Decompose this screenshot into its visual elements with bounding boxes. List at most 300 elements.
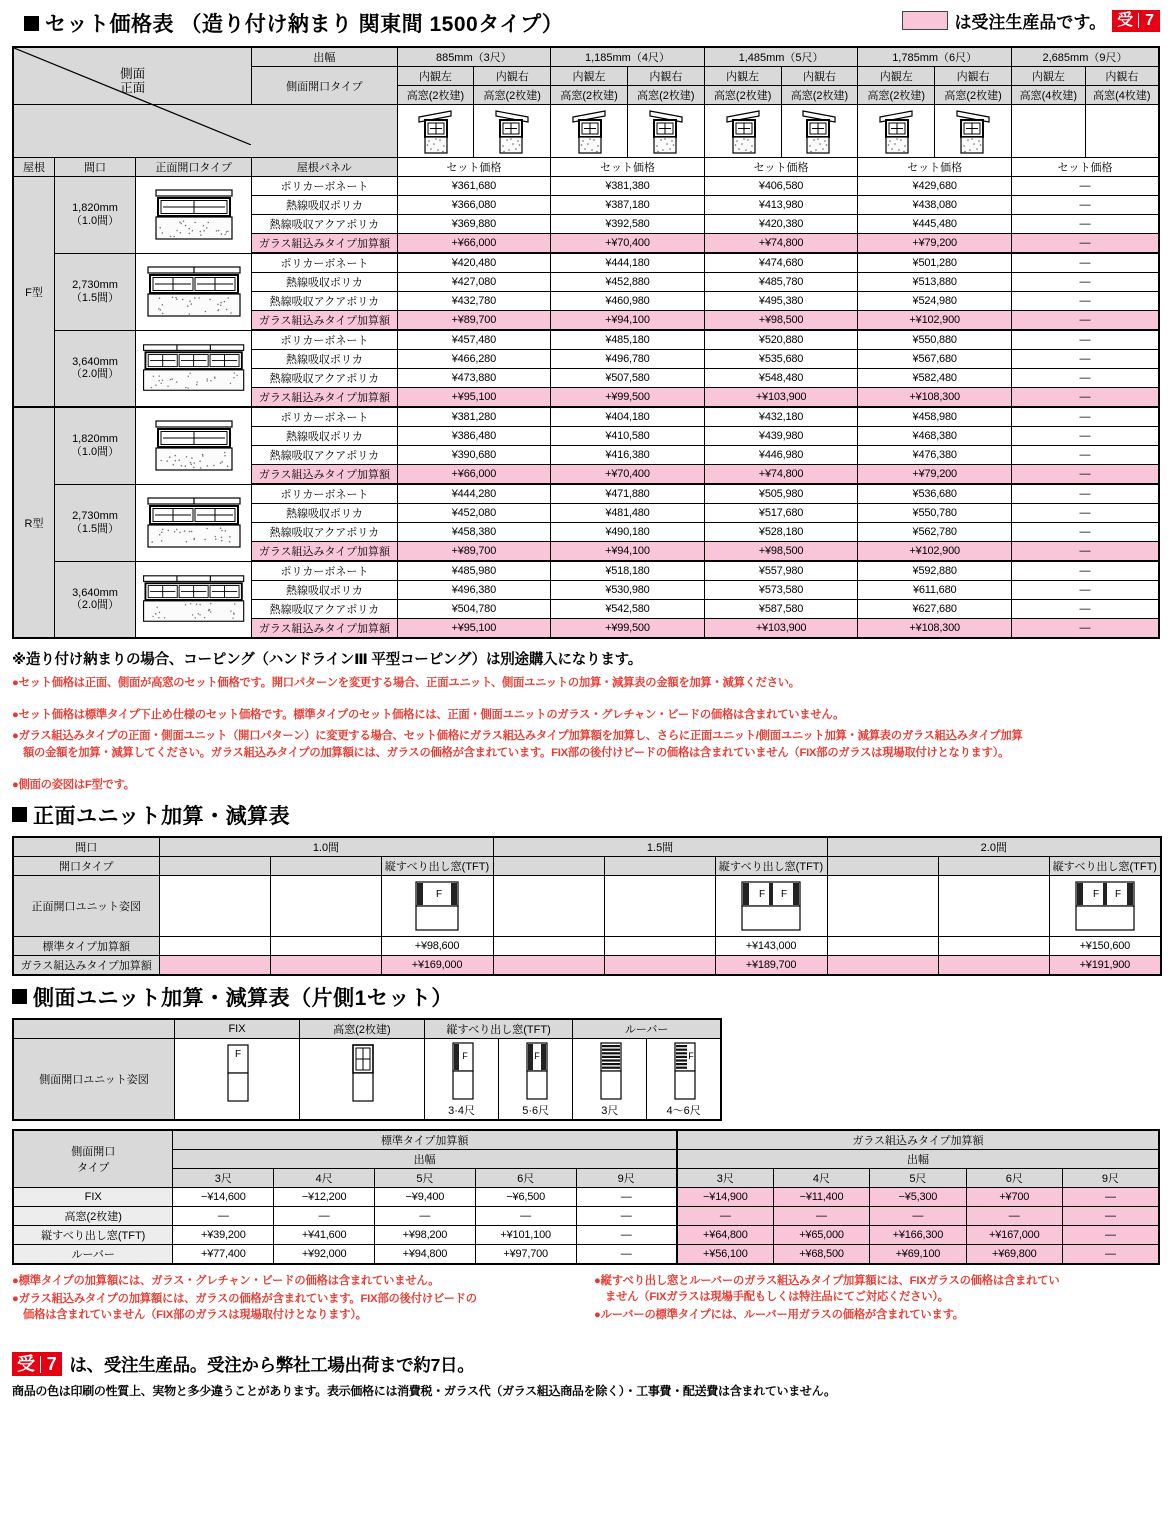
side-std-3尺: +¥39,200 <box>173 1225 274 1244</box>
side-std-5尺: +¥94,800 <box>375 1244 476 1264</box>
price-cell-2685: — <box>1011 311 1159 331</box>
depth-1785: 1,785mm（6尺） <box>858 47 1012 67</box>
front-span-1-0: 1.0間 <box>159 837 493 857</box>
front-gls-v6 <box>827 955 938 975</box>
footnote-right-2 <box>594 1307 1160 1323</box>
footer-badge-line <box>12 1352 1160 1377</box>
side-window-cell-1185-right <box>627 105 704 158</box>
price-cell-1485: ¥406,580 <box>704 177 858 196</box>
price-cell-1785: ¥458,980 <box>858 407 1012 427</box>
price-row <box>13 407 1159 427</box>
panel-label-1: 熱線吸収ポリカ <box>252 350 397 369</box>
front-gls-v3 <box>493 955 604 975</box>
side-gls-3尺: −¥14,900 <box>677 1187 773 1206</box>
front-open-figure-1,820mm <box>135 407 251 484</box>
panel-label-3: ガラス組込みタイプ加算額 <box>252 619 397 639</box>
side-type-fix: FIX <box>175 1019 300 1039</box>
price-cell-1785: ¥429,680 <box>858 177 1012 196</box>
depth-header-label: 出幅 <box>252 47 397 67</box>
notes-spacer-2 <box>12 766 1160 777</box>
price-row <box>13 253 1159 273</box>
panel-label-3: ガラス組込みタイプ加算額 <box>252 465 397 485</box>
span-size: 3,640mm <box>72 586 118 599</box>
price-cell-1485: ¥548,480 <box>704 369 858 388</box>
side-std-3尺: — <box>173 1206 274 1225</box>
price-cell-1185: ¥490,180 <box>551 523 705 542</box>
front-open-tft-2: 縦すべり出し窓(TFT) <box>715 856 827 875</box>
panel-label-1: 熱線吸収ポリカ <box>252 504 397 523</box>
legend <box>902 8 1160 33</box>
footer-lead-text: は、受注生産品。受注から弊社工場出荷まで約7日。 <box>69 1354 475 1375</box>
side-fig-corner <box>13 1019 175 1039</box>
side-row-label-ルーバー: ルーバー <box>13 1244 173 1264</box>
view-right-1185: 内観右 <box>627 67 704 86</box>
panel-label-0: ポリカーボネート <box>252 484 397 504</box>
page-title-text: セット価格表 （造り付け納まり 関東間 1500タイプ） <box>45 13 564 36</box>
front-unit-figure-icon <box>142 264 246 320</box>
front-open-blank-5 <box>827 856 938 875</box>
wintype-885-left: 高窓(2枚建) <box>397 86 474 105</box>
side-window-figure-icon <box>721 106 765 156</box>
side-std-d3: 3尺 <box>173 1168 274 1187</box>
front-standard-label: 標準タイプ加算額 <box>13 936 159 955</box>
price-cell-8853: ¥361,680 <box>397 177 551 196</box>
front-fig-1 <box>381 875 493 936</box>
price-cell-1785: +¥79,200 <box>858 465 1012 485</box>
span-size: 3,640mm <box>72 355 118 368</box>
price-cell-1485: ¥413,980 <box>704 196 858 215</box>
price-cell-8853: ¥427,080 <box>397 273 551 292</box>
footer-badge-kanji: 受 <box>17 1354 35 1375</box>
price-cell-1185: ¥404,180 <box>551 407 705 427</box>
wintype-1485-left: 高窓(2枚建) <box>704 86 781 105</box>
side-std-d4: 4尺 <box>274 1168 375 1187</box>
price-cell-2685: — <box>1011 619 1159 639</box>
side-glass-depth-label: 出幅 <box>677 1149 1159 1168</box>
panel-label-2: 熱線吸収アクアポリカ <box>252 369 397 388</box>
panel-label-1: 熱線吸収ポリカ <box>252 427 397 446</box>
panel-label-3: ガラス組込みタイプ加算額 <box>252 542 397 562</box>
side-figure-label: 側面開口ユニット姿図 <box>13 1038 175 1120</box>
panel-label-2: 熱線吸収アクアポリカ <box>252 600 397 619</box>
corner-side-label: 側面 <box>120 67 146 81</box>
corner-front-label: 正面 <box>120 81 146 95</box>
front-open-blank-6 <box>938 856 1049 875</box>
front-open-figure-2,730mm <box>135 253 251 330</box>
price-cell-8853: ¥369,880 <box>397 215 551 234</box>
side-window-cell-1185-left <box>551 105 628 158</box>
side-cap-34: 3·4尺 <box>448 1104 475 1117</box>
price-cell-1785: +¥79,200 <box>858 234 1012 254</box>
footnote-left-2-l1: ●ガラス組込みタイプの加算額には、ガラスの価格が含まれています。FIX部の後付けビードの <box>12 1293 477 1306</box>
price-cell-1785: ¥550,780 <box>858 504 1012 523</box>
price-cell-1185: ¥392,580 <box>551 215 705 234</box>
span-size: 1,820mm <box>72 433 118 446</box>
side-open-type-label: 側面開口タイプ <box>252 67 397 105</box>
panel-label-1: 熱線吸収ポリカ <box>252 196 397 215</box>
front-open-figure-1,820mm <box>135 177 251 254</box>
panel-label-0: ポリカーボネート <box>252 407 397 427</box>
footnote-left-2 <box>12 1291 578 1324</box>
panel-label-2: 熱線吸収アクアポリカ <box>252 446 397 465</box>
price-cell-1185: ¥471,880 <box>551 484 705 504</box>
price-cell-1785: ¥524,980 <box>858 292 1012 311</box>
span-1,820mm <box>55 177 136 254</box>
front-span-1-5: 1.5間 <box>493 837 827 857</box>
side-std-9尺: — <box>576 1187 677 1206</box>
side-gls-6尺: +¥700 <box>966 1187 1062 1206</box>
view-left-885: 内観左 <box>397 67 474 86</box>
badge-kanji: 受 <box>1117 11 1134 29</box>
price-cell-8853: ¥386,480 <box>397 427 551 446</box>
side-gls-5尺: +¥69,100 <box>870 1244 966 1264</box>
span-3,640mm <box>55 561 136 638</box>
tft-unit-figure-icon <box>1068 878 1142 934</box>
price-cell-8853: ¥444,280 <box>397 484 551 504</box>
footer-badge-days: 7 <box>46 1354 57 1375</box>
svg-text:F: F <box>758 888 766 900</box>
price-cell-8853: ¥496,380 <box>397 581 551 600</box>
side-unit-title-text: 側面ユニット加算・減算表（片側1セット） <box>33 986 453 1010</box>
front-glass-label: ガラス組込みタイプ加算額 <box>13 955 159 975</box>
price-cell-1785: +¥102,900 <box>858 542 1012 562</box>
price-cell-8853: +¥95,100 <box>397 619 551 639</box>
price-cell-8853: ¥473,880 <box>397 369 551 388</box>
price-cell-1185: ¥387,180 <box>551 196 705 215</box>
price-cell-2685: — <box>1011 369 1159 388</box>
panel-label-0: ポリカーボネート <box>252 177 397 196</box>
price-cell-8853: +¥95,100 <box>397 388 551 408</box>
set-price-table <box>12 46 1160 639</box>
price-cell-1485: +¥103,900 <box>704 388 858 408</box>
span-ken: （1.0間） <box>70 445 120 458</box>
front-std-v0 <box>159 936 270 955</box>
price-cell-1185: ¥444,180 <box>551 253 705 273</box>
front-gls-v5: +¥189,700 <box>715 955 827 975</box>
side-window-figure-icon <box>797 106 841 156</box>
side-std-6尺: −¥6,500 <box>475 1187 576 1206</box>
side-std-4尺: −¥12,200 <box>274 1187 375 1206</box>
side-window-figure-icon <box>567 106 611 156</box>
span-size: 2,730mm <box>72 509 118 522</box>
price-cell-1485: +¥74,800 <box>704 465 858 485</box>
price-cell-1785: ¥513,880 <box>858 273 1012 292</box>
side-std-5尺: +¥98,200 <box>375 1225 476 1244</box>
front-fig-blank-1 <box>159 875 270 936</box>
view-right-885: 内観右 <box>474 67 551 86</box>
panel-label-3: ガラス組込みタイプ加算額 <box>252 234 397 254</box>
price-cell-1485: ¥446,980 <box>704 446 858 465</box>
price-cell-8853: ¥390,680 <box>397 446 551 465</box>
note-set-price-2: ●セット価格は標準タイプ下止め仕様のセット価格です。標準タイプのセット価格には、正面・側面ユニットのガラス・グレチャン・ビードの価格は含まれていません。 <box>12 708 845 721</box>
front-open-tft-1: 縦すべり出し窓(TFT) <box>381 856 493 875</box>
side-gls-9尺: — <box>1062 1225 1159 1244</box>
svg-text:F: F <box>461 1050 468 1061</box>
span-2,730mm <box>55 484 136 561</box>
side-window-cell-1485-left <box>704 105 781 158</box>
span-ken: （1.0間） <box>70 214 120 227</box>
corner-diagonal-cell <box>13 47 252 105</box>
span-ken: （1.5間） <box>70 291 120 304</box>
price-row <box>13 484 1159 504</box>
span-3,640mm <box>55 330 136 407</box>
note-glass-line1: ●ガラス組込みタイプの正面・側面ユニット（開口パターン）に変更する場合、セット価格にガラス組込みタイプ加算額を加算し、さらに正面ユニット/側面ユニット加算・減算表のガラス組込みタイプ加算 <box>12 729 1023 742</box>
price-cell-1785: ¥582,480 <box>858 369 1012 388</box>
side-window-figure-icon <box>490 106 534 156</box>
side-price-row <box>13 1225 1159 1244</box>
price-row <box>13 177 1159 196</box>
depth-1485: 1,485mm（5尺） <box>704 47 858 67</box>
depth-885: 885mm（3尺） <box>397 47 551 67</box>
front-unit-figure-icon <box>142 495 246 551</box>
footnote-left-2-l2: 価格は含まれていません（FIX部のガラスは現場取付けとなります）。 <box>23 1309 367 1322</box>
side-gls-d6: 6尺 <box>966 1168 1062 1187</box>
side-glass-group-label: ガラス組込みタイプ加算額 <box>677 1130 1159 1150</box>
front-open-figure-3,640mm <box>135 561 251 638</box>
span-col-label: 間口 <box>55 158 136 177</box>
side-price-row <box>13 1187 1159 1206</box>
panel-label-1: 熱線吸収ポリカ <box>252 581 397 600</box>
set-price-label-885: セット価格 <box>397 158 551 177</box>
main-notes <box>12 648 1160 794</box>
bullet-square-icon-2 <box>12 807 27 822</box>
front-std-v2: +¥98,600 <box>381 936 493 955</box>
price-cell-1185: +¥94,100 <box>551 311 705 331</box>
price-row <box>13 330 1159 350</box>
side-std-5尺: −¥9,400 <box>375 1187 476 1206</box>
depth-2685: 2,685mm（9尺） <box>1011 47 1159 67</box>
side-cap-blank-2 <box>360 1104 363 1116</box>
note-coping: ※造り付け納まりの場合、コーピング（ハンドラインⅢ 平型コーピング）は別途購入になります。 <box>12 652 643 668</box>
front-unit-section <box>12 800 1172 976</box>
made-to-order-badge <box>1112 10 1160 32</box>
side-std-d5: 5尺 <box>375 1168 476 1187</box>
price-cell-8853: ¥458,380 <box>397 523 551 542</box>
side-cap-3: 3尺 <box>601 1104 619 1117</box>
louver-unit-figure-icon <box>588 1040 632 1102</box>
side-std-3尺: −¥14,600 <box>173 1187 274 1206</box>
note-side-figure: ●側面の姿図はF型です。 <box>12 778 135 791</box>
svg-text:F: F <box>1114 888 1121 900</box>
price-cell-1485: ¥439,980 <box>704 427 858 446</box>
price-cell-1485: ¥573,580 <box>704 581 858 600</box>
page-footer <box>12 1352 1160 1399</box>
side-std-6尺: +¥101,100 <box>475 1225 576 1244</box>
side-gls-9尺: — <box>1062 1206 1159 1225</box>
view-left-2685: 内観左 <box>1011 67 1085 86</box>
side-std-6尺: — <box>475 1206 576 1225</box>
side-std-9尺: — <box>576 1206 677 1225</box>
side-price-type-label-l1: 側面開口 <box>71 1145 116 1158</box>
price-cell-1485: ¥520,880 <box>704 330 858 350</box>
louver-unit-figure-icon <box>662 1040 706 1102</box>
price-cell-1785: ¥468,380 <box>858 427 1012 446</box>
panel-label-1: 熱線吸収ポリカ <box>252 273 397 292</box>
svg-text:F: F <box>533 1050 540 1061</box>
front-figure-label: 正面開口ユニット姿図 <box>13 875 159 936</box>
price-cell-2685: — <box>1011 292 1159 311</box>
price-cell-2685: — <box>1011 273 1159 292</box>
front-open-blank-2 <box>270 856 381 875</box>
side-std-5尺: — <box>375 1206 476 1225</box>
front-open-type-label: 開口タイプ <box>13 856 159 875</box>
side-standard-group-label: 標準タイプ加算額 <box>173 1130 677 1150</box>
side-std-4尺: +¥41,600 <box>274 1225 375 1244</box>
price-cell-8853: +¥66,000 <box>397 234 551 254</box>
front-std-v8: +¥150,600 <box>1049 936 1161 955</box>
price-cell-2685: — <box>1011 215 1159 234</box>
price-cell-8853: ¥457,480 <box>397 330 551 350</box>
price-cell-1185: ¥530,980 <box>551 581 705 600</box>
side-gls-4尺: — <box>773 1206 869 1225</box>
set-price-label-2685: セット価格 <box>1011 158 1159 177</box>
panel-label-2: 熱線吸収アクアポリカ <box>252 215 397 234</box>
side-gls-5尺: +¥166,300 <box>870 1225 966 1244</box>
side-fig-tft-34 <box>425 1038 499 1120</box>
front-unit-figure-icon <box>150 187 238 243</box>
side-window-cell-1485-right <box>781 105 858 158</box>
front-unit-title-text: 正面ユニット加算・減算表 <box>33 804 291 828</box>
side-window-figure-icon <box>951 106 995 156</box>
front-fig-2 <box>715 875 827 936</box>
svg-text:F: F <box>780 888 788 900</box>
side-gls-5尺: −¥5,300 <box>870 1187 966 1206</box>
price-cell-1485: ¥517,680 <box>704 504 858 523</box>
wintype-2685-left: 高窓(4枚建) <box>1011 86 1085 105</box>
price-cell-2685: — <box>1011 542 1159 562</box>
front-gls-v8: +¥191,900 <box>1049 955 1161 975</box>
footnote-right-2-l1: ●ルーバーの標準タイプには、ルーバー用ガラスの価格が含まれています。 <box>594 1309 964 1322</box>
price-cell-8853: ¥366,080 <box>397 196 551 215</box>
side-unit-figure-table <box>12 1018 722 1121</box>
wintype-1185-right: 高窓(2枚建) <box>627 86 704 105</box>
price-cell-2685: — <box>1011 350 1159 369</box>
notes-spacer <box>12 696 1160 707</box>
front-open-blank-1 <box>159 856 270 875</box>
pink-swatch-icon <box>902 11 948 30</box>
wintype-1485-right: 高窓(2枚建) <box>781 86 858 105</box>
tft-side-figure-icon <box>514 1040 558 1102</box>
side-fig-louver-3 <box>573 1038 647 1120</box>
svg-text:F: F <box>687 1050 694 1061</box>
price-cell-1185: ¥452,880 <box>551 273 705 292</box>
panel-label-2: 熱線吸収アクアポリカ <box>252 292 397 311</box>
page-title <box>24 8 563 38</box>
side-window-cell-885-right <box>474 105 551 158</box>
side-gls-4尺: +¥65,000 <box>773 1225 869 1244</box>
front-open-figure-2,730mm <box>135 484 251 561</box>
side-unit-title <box>12 982 1172 1012</box>
price-cell-8853: ¥485,980 <box>397 561 551 581</box>
side-cap-blank-1 <box>235 1104 238 1116</box>
price-cell-1785: ¥476,380 <box>858 446 1012 465</box>
price-cell-8853: ¥466,280 <box>397 350 551 369</box>
front-open-blank-4 <box>604 856 715 875</box>
price-cell-2685: — <box>1011 484 1159 504</box>
svg-text:F: F <box>435 888 443 900</box>
wintype-1785-right: 高窓(2枚建) <box>935 86 1012 105</box>
price-cell-2685: — <box>1011 330 1159 350</box>
price-cell-1185: ¥410,580 <box>551 427 705 446</box>
view-left-1485: 内観左 <box>704 67 781 86</box>
price-cell-1485: ¥474,680 <box>704 253 858 273</box>
price-cell-1185: ¥507,580 <box>551 369 705 388</box>
side-row-label-FIX: FIX <box>13 1187 173 1206</box>
view-left-1785: 内観左 <box>858 67 935 86</box>
side-window-cell-2685-right <box>1085 105 1159 158</box>
panel-label-0: ポリカーボネート <box>252 330 397 350</box>
front-gls-v0 <box>159 955 270 975</box>
side-gls-3尺: — <box>677 1206 773 1225</box>
front-std-v3 <box>493 936 604 955</box>
roof-panel-col-label: 屋根パネル <box>252 158 397 177</box>
side-window-cell-2685-left <box>1011 105 1085 158</box>
front-unit-figure-icon <box>138 571 249 627</box>
side-fig-louver-46 <box>647 1038 721 1120</box>
side-std-6尺: +¥97,700 <box>475 1244 576 1264</box>
panel-label-3: ガラス組込みタイプ加算額 <box>252 388 397 408</box>
price-cell-1785: +¥108,300 <box>858 388 1012 408</box>
price-row <box>13 561 1159 581</box>
side-gls-9尺: — <box>1062 1244 1159 1264</box>
side-gls-6尺: +¥167,000 <box>966 1225 1062 1244</box>
price-cell-8853: ¥504,780 <box>397 600 551 619</box>
front-unit-figure-icon <box>138 340 249 396</box>
badge-days: 7 <box>1145 11 1154 29</box>
side-window-figure-icon <box>413 106 457 156</box>
side-gls-d9: 9尺 <box>1062 1168 1159 1187</box>
wintype-2685-right: 高窓(4枚建) <box>1085 86 1159 105</box>
side-fig-takamado <box>300 1038 425 1120</box>
price-cell-1485: +¥103,900 <box>704 619 858 639</box>
price-cell-2685: — <box>1011 446 1159 465</box>
svg-text:F: F <box>234 1048 242 1060</box>
price-cell-1785: ¥562,780 <box>858 523 1012 542</box>
price-cell-2685: — <box>1011 253 1159 273</box>
price-cell-1785: ¥501,280 <box>858 253 1012 273</box>
side-std-d6: 6尺 <box>475 1168 576 1187</box>
front-gls-v1 <box>270 955 381 975</box>
price-cell-1185: +¥94,100 <box>551 542 705 562</box>
front-fig-blank-3 <box>493 875 604 936</box>
side-gls-9尺: — <box>1062 1187 1159 1206</box>
price-cell-1785: ¥445,480 <box>858 215 1012 234</box>
front-fig-blank-5 <box>827 875 938 936</box>
span-ken: （2.0間） <box>70 599 120 612</box>
front-fig-blank-4 <box>604 875 715 936</box>
price-cell-1485: +¥98,500 <box>704 542 858 562</box>
price-cell-2685: — <box>1011 600 1159 619</box>
price-cell-1785: ¥550,880 <box>858 330 1012 350</box>
bullet-square-icon <box>24 16 39 31</box>
front-std-v4 <box>604 936 715 955</box>
footnote-left-1-l1: ●標準タイプの加算額には、ガラス・グレチャン・ビードの価格は含まれていません。 <box>12 1274 440 1287</box>
price-cell-8853: +¥66,000 <box>397 465 551 485</box>
side-type-tft: 縦すべり出し窓(TFT) <box>425 1019 573 1039</box>
tft-unit-figure-icon <box>734 878 808 934</box>
wintype-885-right: 高窓(2枚建) <box>474 86 551 105</box>
price-cell-1785: ¥567,680 <box>858 350 1012 369</box>
price-cell-1185: +¥99,500 <box>551 388 705 408</box>
front-fig-3 <box>1049 875 1161 936</box>
price-cell-1785: ¥438,080 <box>858 196 1012 215</box>
view-right-2685: 内観右 <box>1085 67 1159 86</box>
side-std-4尺: +¥92,000 <box>274 1244 375 1264</box>
price-cell-2685: — <box>1011 427 1159 446</box>
span-ken: （2.0間） <box>70 368 120 381</box>
roof-type-F型: F型 <box>13 177 55 408</box>
front-gls-v4 <box>604 955 715 975</box>
